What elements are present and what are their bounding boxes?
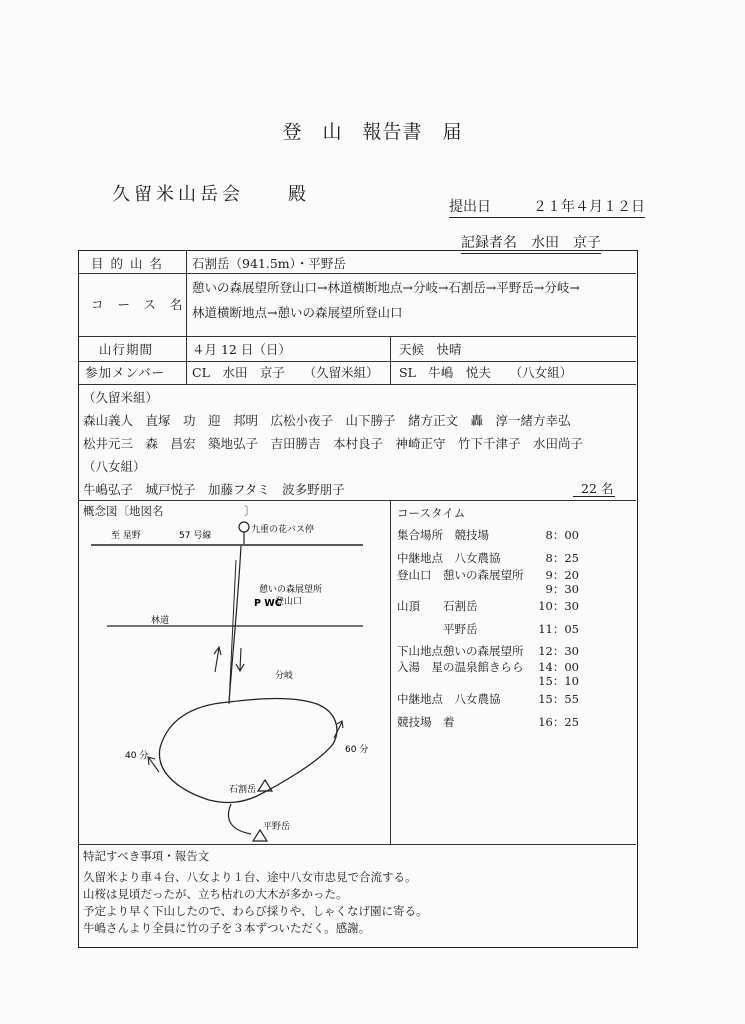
row-divider (79, 273, 636, 274)
weather-value: 天候 快晴 (399, 342, 462, 357)
mountain-value: 石割岳（941.5m）・平野岳 (192, 256, 346, 271)
peak-ishiware-label: 石割岳 (229, 785, 257, 795)
period-value: ４月 12 日（日） (192, 342, 291, 357)
remarks-label: 特記すべき事項・報告文 (83, 849, 210, 863)
submit-date: 提出日 ２１年４月１２日 (449, 196, 645, 218)
row-divider (79, 844, 636, 845)
course-line-1: 憩いの森展望所登山口→林道横断地点→分岐→石割岳→平野岳→分岐→ (192, 280, 580, 295)
member-group-kurume: （久留米組） (83, 390, 159, 405)
course-time-place: 登山口 憩いの森展望所 (397, 568, 524, 582)
course-time-value: 9：20 9：30 (545, 568, 579, 596)
trail-line (229, 546, 241, 702)
course-time-place: 競技場 着 (397, 715, 455, 729)
left-arrow-icon (149, 758, 159, 772)
course-time-value: 10：30 (538, 599, 579, 613)
course-time-place: 集合場所 競技場 (397, 528, 489, 542)
forest-road-label: 林道 (151, 616, 170, 626)
map-label: 概念図〔地図名 〕 (83, 504, 256, 518)
remarks-line: 久留米より車４台、八女より１台、途中八女市忠見で合流する。 (83, 870, 417, 884)
route-number-label: 57 号線 (179, 531, 212, 541)
right-arrow-icon (334, 722, 342, 738)
spur-trail (228, 804, 251, 834)
document-title: 登 山 報告書 届 (282, 121, 463, 143)
course-time-value: 8：00 (545, 528, 579, 542)
course-time-label: コースタイム (397, 506, 466, 520)
map-divider (390, 500, 391, 844)
row-divider (79, 336, 636, 337)
remarks-line: 山桜は見頃だったが、立ち枯れの大木が多かった。 (83, 887, 348, 901)
bus-stop-icon (239, 522, 249, 532)
course-time-value: 14：00 15：10 (538, 660, 579, 688)
course-time-place: 山頂 石割岳 (397, 599, 478, 613)
junction-label: 分岐 (275, 671, 294, 681)
members-label: 参加メンバー (85, 365, 166, 380)
course-time-value: 12：30 (538, 644, 579, 658)
member-count: 22 名 (573, 481, 615, 497)
course-time-value: 11：05 (538, 622, 579, 636)
recorder-name: 記録者名 水田 京子 (461, 232, 601, 254)
course-time-value: 16：25 (538, 715, 579, 729)
course-time-place: 入湯 星の温泉館きらら (397, 660, 524, 674)
course-time-place: 平野岳 (397, 622, 478, 636)
peak-hirano-label: 平野岳 (263, 822, 291, 832)
course-label: コース名 (91, 297, 197, 312)
mountain-label: 目的山名 (91, 256, 170, 271)
remarks-body (83, 869, 428, 937)
course-time-place: 下山地点憩いの森展望所 (397, 644, 524, 658)
down-arrow-icon (240, 648, 241, 670)
trailhead-label: 憩いの森展望所 (259, 585, 323, 595)
row-divider (79, 384, 636, 385)
course-time-value: 8：25 (545, 551, 579, 565)
report-form (78, 250, 638, 948)
road-destination-label: 至 星野 (111, 531, 141, 541)
course-time-value: 15：55 (538, 692, 579, 706)
mid-divider (390, 336, 391, 384)
time-left-label: 40 分 (125, 751, 149, 761)
member-line: 森山義人 直塚 功 迎 邦明 広松小夜子 山下勝子 緒方正文 轟 淳一緒方幸弘 (83, 413, 571, 428)
label-column-divider (186, 251, 187, 384)
member-line: 牛嶋弘子 城戸悦子 加藤フタミ 波多野朋子 (83, 482, 345, 497)
route-map (79, 500, 390, 844)
time-right-label: 60 分 (345, 745, 369, 755)
sub-leader: SL 牛嶋 悦夫 （八女組） (399, 365, 573, 380)
remarks-line: 牛嶋さんより全員に竹の子を３本ずついただく。感謝。 (83, 921, 371, 935)
period-label: 山行期間 (99, 342, 154, 357)
bus-stop-label: 九重の花バス停 (251, 525, 315, 535)
course-line-2: 林道横断地点→憩いの森展望所登山口 (192, 305, 403, 320)
addressee: 久留米山岳会 殿 (112, 184, 310, 205)
member-line: 松井元三 森 昌宏 築地弘子 吉田勝吉 本村良子 神崎正守 竹下千津子 水田尚子 (83, 436, 584, 451)
member-group-yame: （八女組） (83, 459, 146, 474)
chief-leader: CL 水田 京子 （久留米組） (192, 365, 379, 380)
course-time-place: 中継地点 八女農協 (397, 551, 501, 565)
facilities-label: P WC (254, 598, 282, 609)
course-time-place: 中継地点 八女農協 (397, 692, 501, 706)
row-divider (79, 361, 636, 362)
trailhead-sub-label: 登山口 (275, 597, 303, 607)
remarks-line: 予定より早く下山したので、わらび採りや、しゃくなげ園に寄る。 (83, 904, 428, 918)
